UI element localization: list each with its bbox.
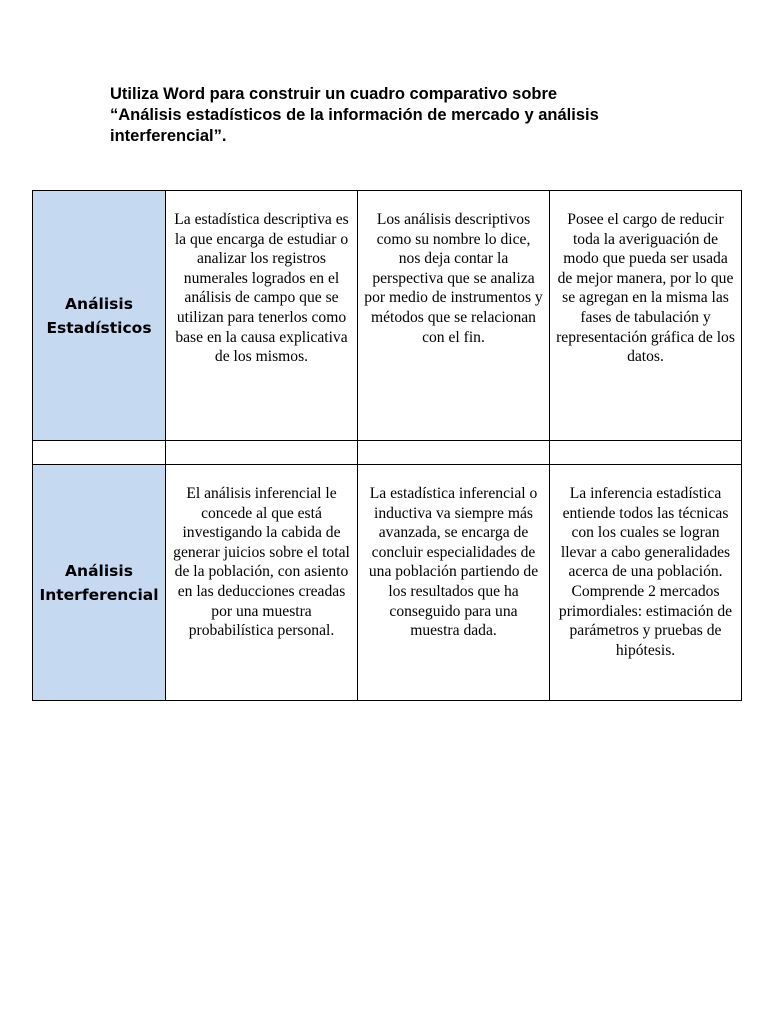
row-header-estadisticos — [33, 191, 166, 441]
cell-text: La estadística inferencial o inductiva va siempre más avanzada, se encarga de concluir especialidades de una población partiendo de los resultados que ha conseguido para una muestra dada. — [368, 485, 539, 640]
row-header-line-2: Interferencial — [39, 585, 159, 604]
spacer-cell — [358, 441, 550, 465]
row-header-line-1: Análisis — [65, 294, 133, 313]
cell-text: Posee el cargo de reducir toda la averiguación de modo que pueda ser usada de mejor manera, por lo que se agregan en la misma las fases de tabulación y representación gráfica de los datos. — [556, 211, 735, 366]
table-row-estadisticos — [33, 191, 742, 441]
spacer-cell — [166, 441, 358, 465]
instructions-line-3: interferencial”. — [110, 127, 227, 145]
row-header-line-2: Estadísticos — [46, 318, 152, 337]
cell-text: La estadística descriptiva es la que encarga de estudiar o analizar los registros numerales logrados en el análisis de campo que se utilizan para tenerlos como base en la causa explicativa de los mismos. — [174, 211, 349, 366]
table-cell — [358, 465, 550, 701]
cell-text: Los análisis descriptivos como su nombre lo dice, nos deja contar la perspectiva que se analiza por medio de instrumentos y métodos que se relacionan con el fin. — [364, 211, 543, 346]
cell-text: El análisis inferencial le concede al que está investigando la cabida de generar juicios sobre el total de la población, con asiento en las deducciones creadas por una muestra probabilística personal. — [173, 485, 350, 640]
table-cell — [166, 191, 358, 441]
assignment-instructions — [110, 84, 670, 147]
table-cell — [550, 191, 742, 441]
instructions-line-2: “Análisis estadísticos de la información de mercado y análisis — [110, 106, 599, 124]
table-row-spacer — [33, 441, 742, 465]
spacer-cell — [33, 441, 166, 465]
table-cell — [166, 465, 358, 701]
table-cell — [550, 465, 742, 701]
table-row-interferencial — [33, 465, 742, 701]
row-header-line-1: Análisis — [65, 561, 133, 580]
instructions-line-1: Utiliza Word para construir un cuadro comparativo sobre — [110, 85, 558, 103]
comparison-table — [32, 190, 742, 701]
spacer-cell — [550, 441, 742, 465]
row-header-interferencial — [33, 465, 166, 701]
table-cell — [358, 191, 550, 441]
cell-text: La inferencia estadística entiende todos las técnicas con los cuales se logran llevar a cabo generalidades acerca de una población. Comprende 2 mercados primordiales: estimación de parámetros y pruebas de hipótesis. — [558, 485, 733, 659]
